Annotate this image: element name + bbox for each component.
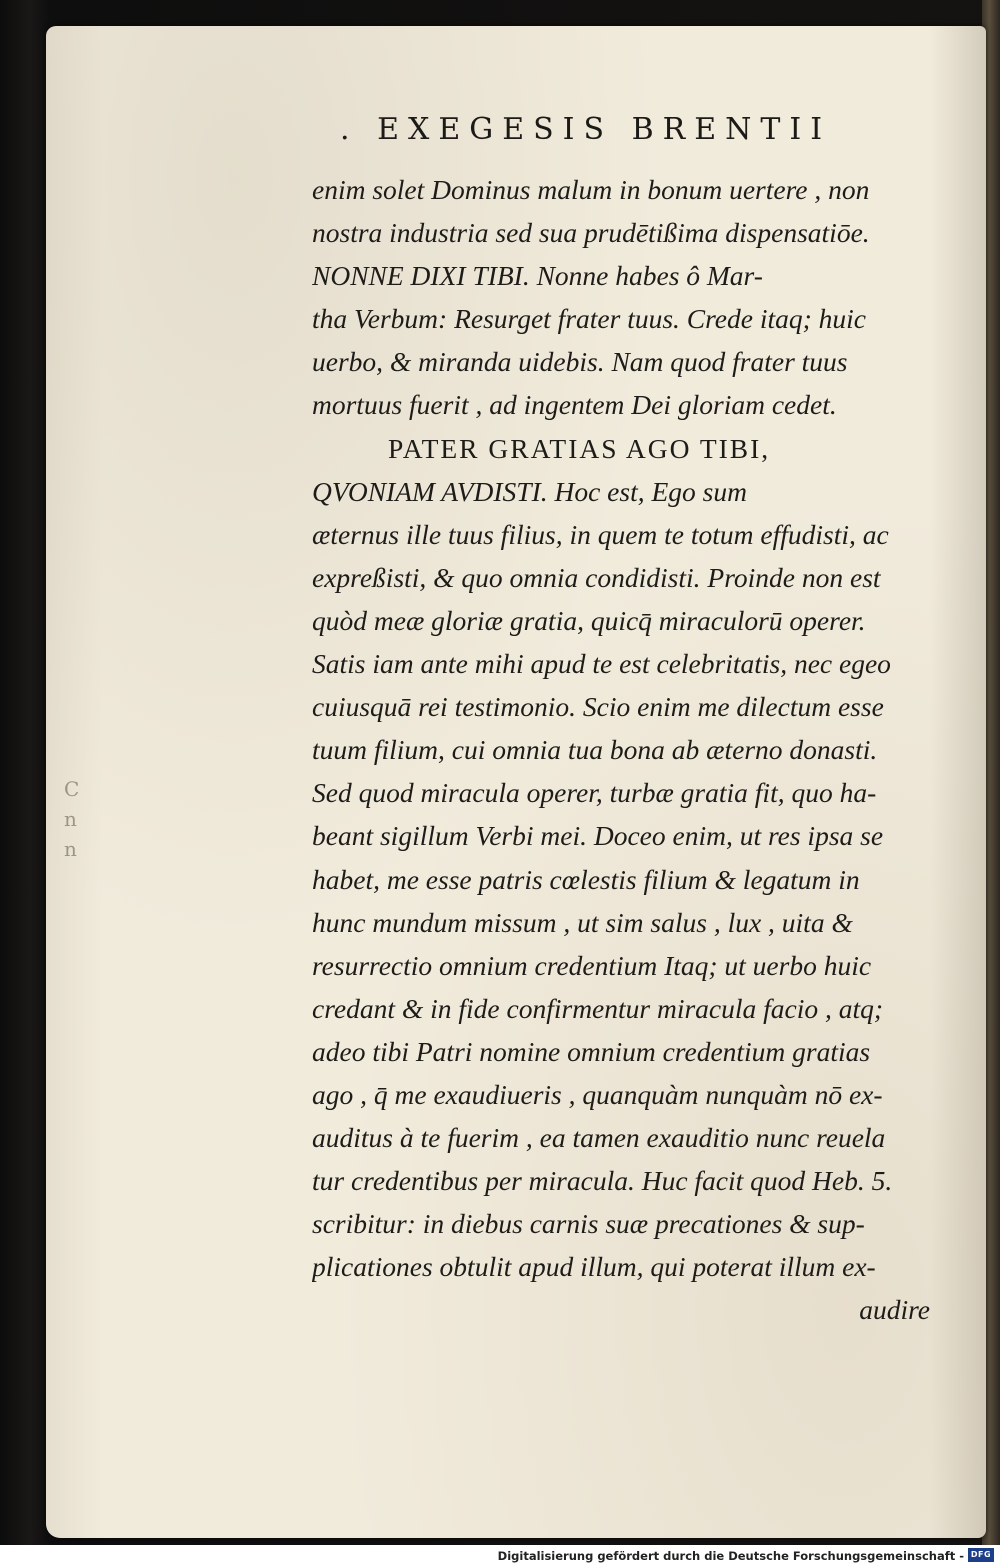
text-line: æternus ille tuus filius, in quem te totum effudisti, ac	[312, 518, 889, 550]
funding-credit: Digitalisierung gefördert durch die Deutsche Forschungsgemeinschaft -	[497, 1549, 964, 1563]
text-line-heading: PATER GRATIAS AGO TIBI,	[388, 432, 771, 464]
text-line: tha Verbum: Resurget frater tuus. Crede itaq; huic	[312, 303, 867, 335]
text-line: adeo tibi Patri nomine omnium credentium gratias	[312, 1035, 871, 1067]
ghost-letter: n	[64, 837, 77, 861]
text-line: ago , q̄ me exaudiueris , quanquàm nunquàm nō ex-	[312, 1078, 883, 1110]
text-line: scribitur: in diebus carnis suæ precationes & sup-	[312, 1208, 865, 1240]
text-line: nostra industria sed sua prudētißima dispensatiōe.	[312, 217, 870, 249]
text-line: uerbo, & miranda uidebis. Nam quod frater tuus	[312, 346, 848, 378]
ghost-letter: C	[64, 777, 80, 801]
dfg-logo: DFG	[968, 1548, 994, 1562]
text-line: Satis iam ante mihi apud te est celebritatis, nec egeo	[312, 648, 891, 680]
text-line: resurrectio omnium credentium Itaq; ut uerbo huic	[312, 949, 872, 981]
ghost-letter: n	[64, 807, 77, 831]
body-text	[312, 168, 948, 1332]
text-line: tur credentibus per miracula. Huc facit quod Heb. 5.	[312, 1165, 893, 1197]
text-line: habet, me esse patris cœlestis filium & legatum in	[312, 863, 860, 895]
text-line: QVONIAM AVDISTI. Hoc est, Ego sum	[312, 475, 747, 507]
text-line: auditus à te fuerim , ea tamen exauditio nunc reuela	[312, 1122, 886, 1154]
text-line: tuum filium, cui omnia tua bona ab æterno donasti.	[312, 734, 878, 766]
bleed-through-letters	[64, 774, 94, 864]
text-line: hunc mundum missum , ut sim salus , lux , uita &	[312, 906, 853, 938]
text-line: mortuus fuerit , ad ingentem Dei gloriam cedet.	[312, 389, 837, 421]
text-line: NONNE DIXI TIBI. Nonne habes ô Mar-	[312, 260, 763, 292]
text-line: expreßisti, & quo omnia condidisti. Proinde non est	[312, 561, 881, 593]
text-line: cuiusquā rei testimonio. Scio enim me dilectum esse	[312, 691, 884, 723]
text-line: enim solet Dominus malum in bonum uertere , non	[312, 174, 870, 205]
catchword: audire	[859, 1294, 930, 1326]
footer-bar	[0, 1545, 1000, 1565]
text-line: plicationes obtulit apud illum, qui poterat illum ex-	[312, 1251, 876, 1283]
text-line: credant & in fide confirmentur miracula facio , atq;	[312, 992, 884, 1024]
text-line: quòd meæ gloriæ gratia, quicq̄ miraculorū operer.	[312, 604, 866, 636]
text-line: beant sigillum Verbi mei. Doceo enim, ut res ipsa se	[312, 820, 884, 852]
text-line: Sed quod miracula operer, turbæ gratia fit, quo ha-	[312, 777, 877, 809]
running-head: . EXEGESIS BRENTII	[340, 112, 832, 147]
